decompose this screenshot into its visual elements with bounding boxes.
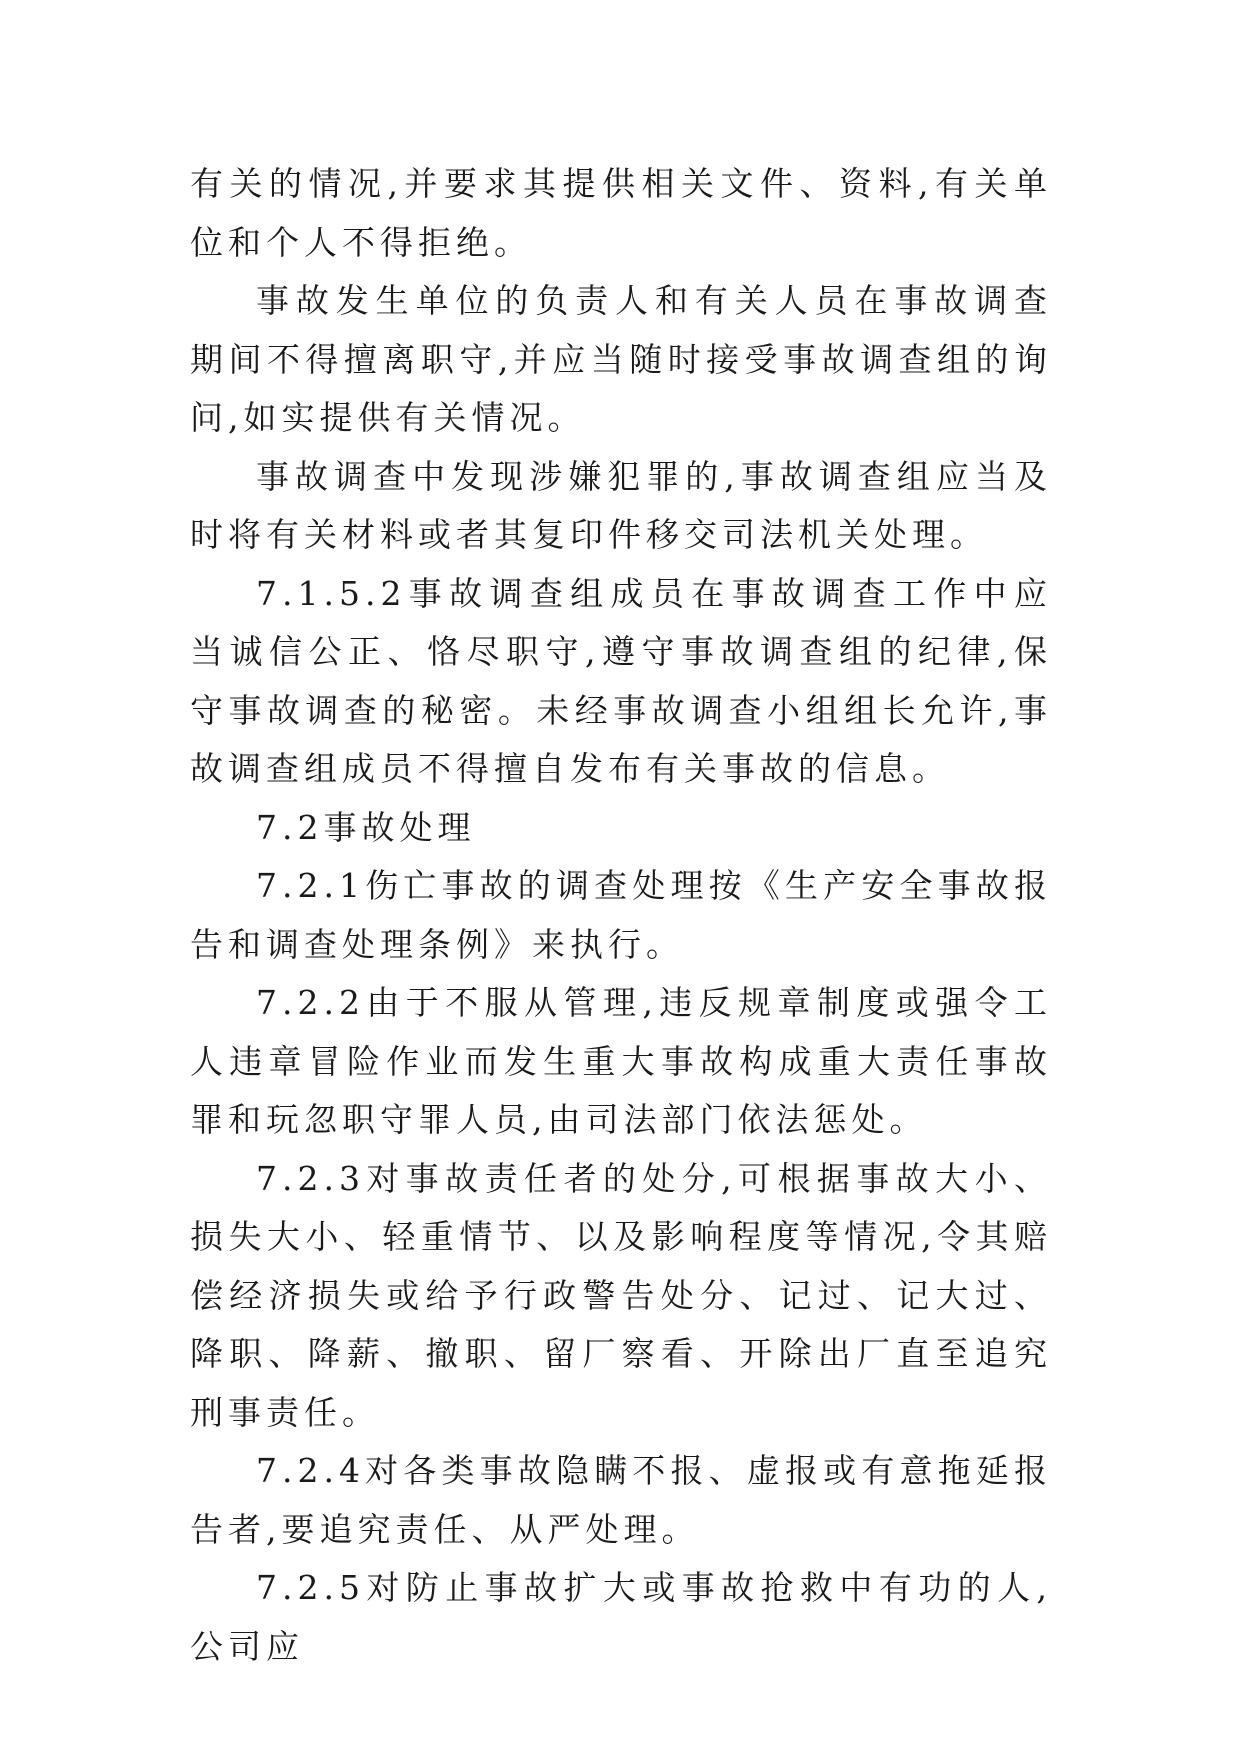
paragraph-2: 事故发生单位的负责人和有关人员在事故调查期间不得擅离职守,并应当随时接受事故调查组的询问,如实提供有关情况。	[190, 281, 1052, 437]
document-body	[190, 155, 1052, 1676]
paragraph-7-2-4: 7.2.4对各类事故隐瞒不报、虚报或有意拖延报告者,要追究责任、从严处理。	[190, 1451, 1052, 1549]
paragraph-7-2-3: 7.2.3对事故责任者的处分,可根据事故大小、损失大小、轻重情节、以及影响程度等情况,令其赔偿经济损失或给予行政警告处分、记过、记大过、降职、降薪、撤职、留厂察看、开除出厂直至追究刑事责任。	[190, 1158, 1052, 1432]
paragraph-7-2-2: 7.2.2由于不服从管理,违反规章制度或强令工人违章冒险作业而发生重大事故构成重大责任事故罪和玩忽职守罪人员,由司法部门依法惩处。	[190, 983, 1052, 1139]
paragraph-7-2-1: 7.2.1伤亡事故的调查处理按《生产安全事故报告和调查处理条例》来执行。	[190, 866, 1052, 964]
paragraph-7-2-5: 7.2.5对防止事故扩大或事故抢救中有功的人,公司应	[190, 1568, 1052, 1666]
paragraph-1: 有关的情况,并要求其提供相关文件、资料,有关单位和个人不得拒绝。	[190, 164, 1052, 262]
section-heading-7-2: 7.2事故处理	[256, 807, 476, 847]
paragraph-4: 7.1.5.2事故调查组成员在事故调查工作中应当诚信公正、恪尽职守,遵守事故调查组的纪律,保守事故调查的秘密。未经事故调查小组组长允许,事故调查组成员不得擅自发布有关事故的信息。	[190, 573, 1052, 788]
paragraph-3: 事故调查中发现涉嫌犯罪的,事故调查组应当及时将有关材料或者其复印件移交司法机关处理。	[190, 456, 1052, 554]
